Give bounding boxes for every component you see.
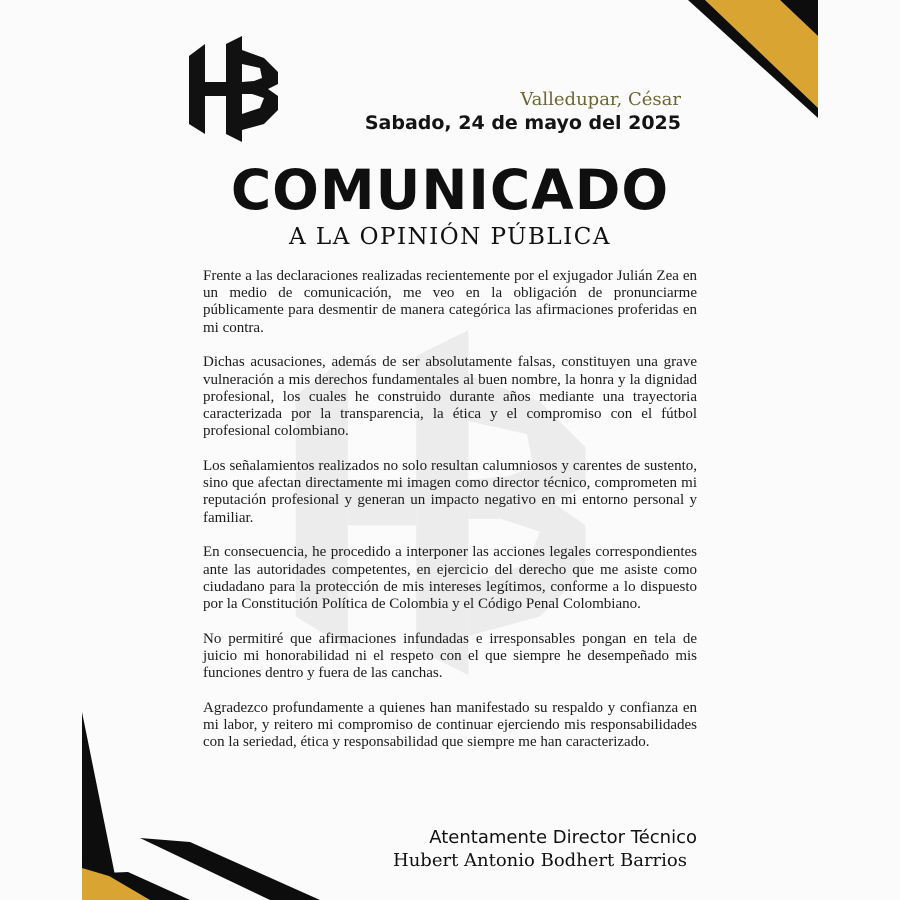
hb-logo [186,36,284,142]
paragraph-5: No permitiré que afirmaciones infundadas e irresponsables pongan en tela de juicio mi honorabilidad ni el respeto con el que siempre he desempeñado mis funciones dentro y fuera de las canchas. [203,630,697,682]
document-title: COMUNICADO [230,158,670,222]
paragraph-2: Dichas acusaciones, además de ser absolutamente falsas, constituyen una grave vulneración a mis derechos fundamentales al buen nombre, la honra y la dignidad profesional, los cuales he construido durante años mediante una trayectoria caracterizada por la transparencia, la ética y el compromiso con el fútbol profesional colombiano. [203,354,697,440]
signature-name: Hubert Antonio Bodhert Barrios [393,850,687,871]
paragraph-6: Agradezco profundamente a quienes han manifestado su respaldo y confianza en mi labor, y reitero mi compromiso de continuar ejerciendo mis responsabilidades con la seriedad, ética y responsabilidad que siempre me han caracterizado. [203,700,697,751]
paragraph-1: Frente a las declaraciones realizadas recientemente por el exjugador Julián Zea en un medio de comunicación, me veo en la obligación de pronunciarme públicamente para desmentir de manera categórica las afirmaciones proferidas en mi contra. [203,268,697,336]
paragraph-4: En consecuencia, he procedido a interponer las acciones legales correspondientes ante las autoridades competentes, en ejercicio del derecho que me asiste como ciudadano para la protección de mis intereses legítimos, conforme a lo dispuesto por la Constitución Política de Colombia y el Código Penal Colombiano. [203,544,697,613]
date-text: Sabado, 24 de mayo del 2025 [364,112,681,134]
paragraph-3: Los señalamientos realizados no solo resultan calumniosos y carentes de sustento, sino que afectan directamente mi imagen como director técnico, comprometen mi reputación profesional y generan un impacto negativo en mi entorno personal y familiar. [203,458,697,526]
document-subtitle: A LA OPINIÓN PÚBLICA [289,224,611,250]
location-text: Valledupar, César [520,89,681,110]
signature-closing: Atentamente Director Técnico [429,827,697,848]
statement-body [203,268,697,769]
